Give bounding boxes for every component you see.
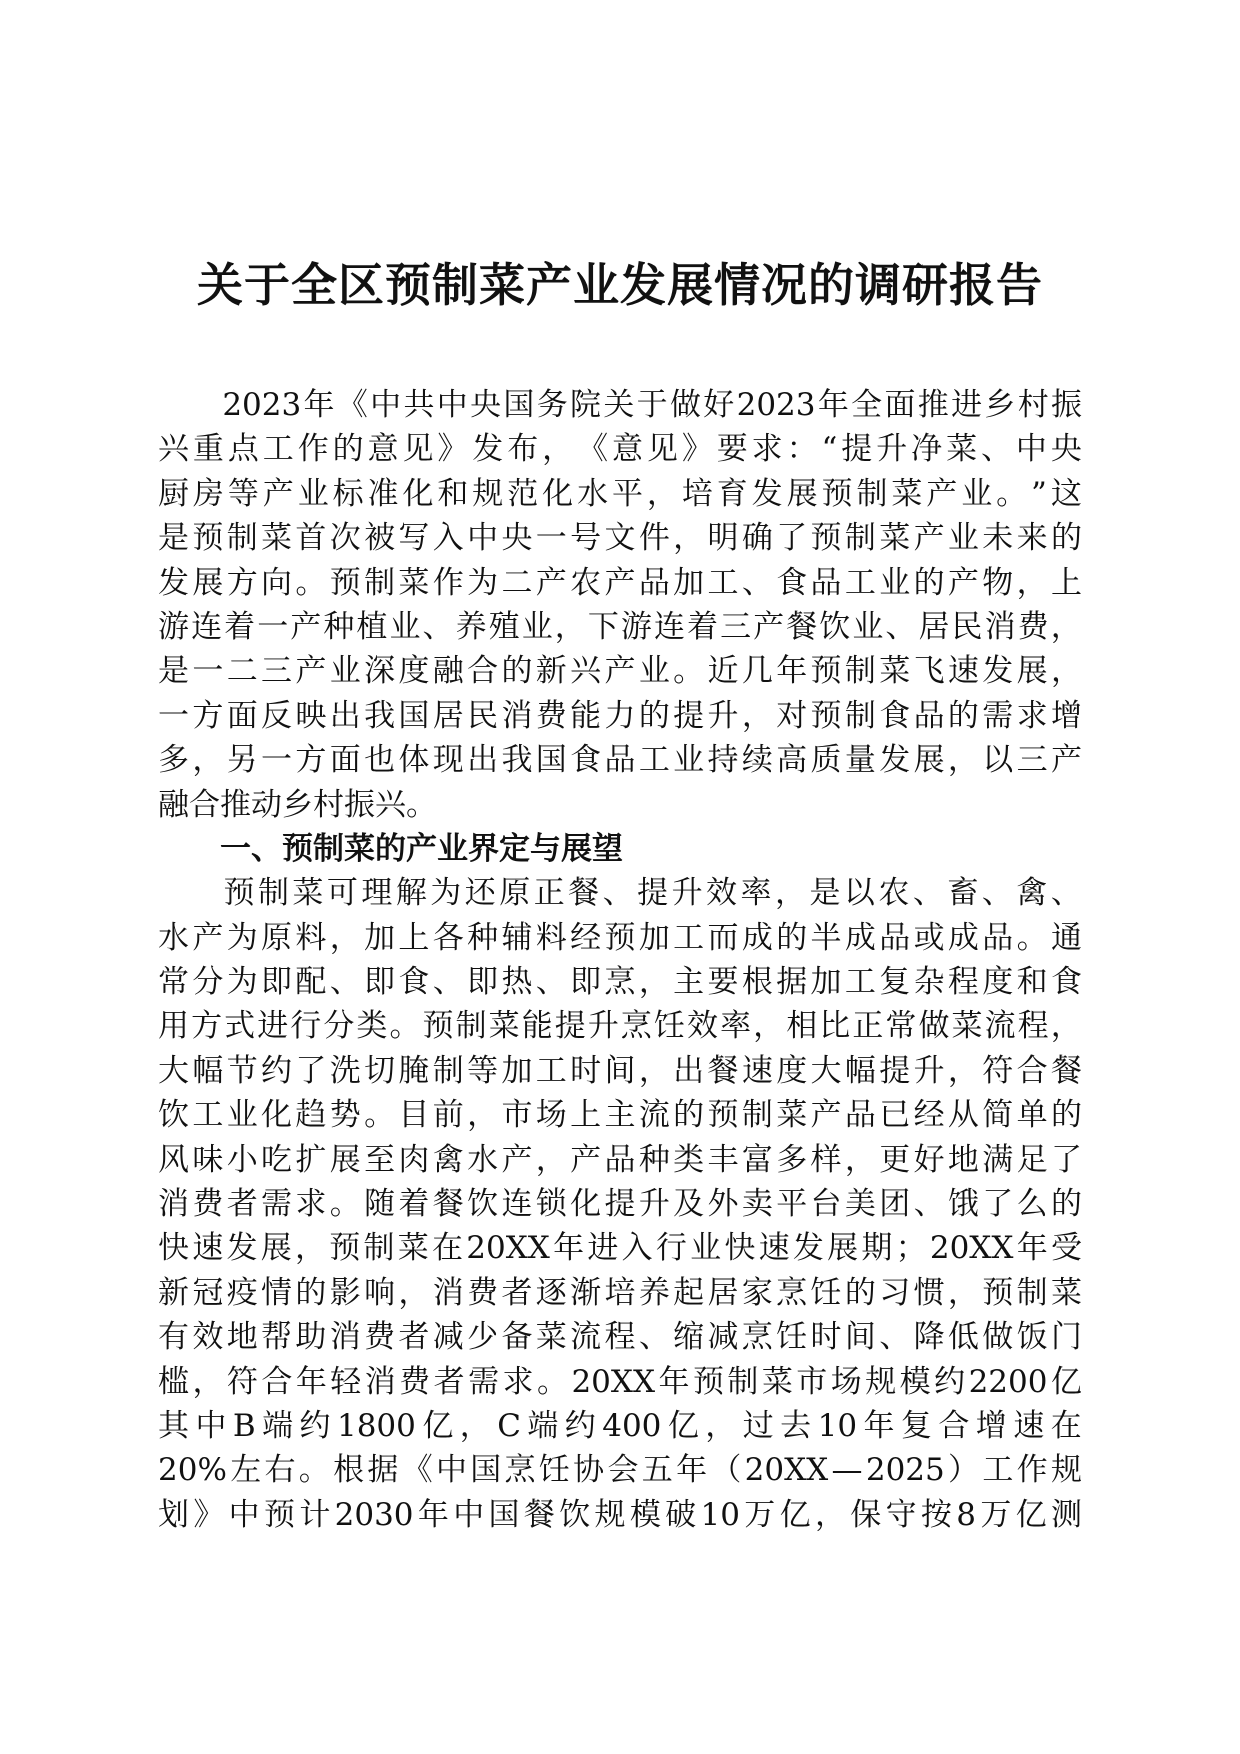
text-line: 是 预 制 菜 首 次 被 写 入 中 央 一 号 文 件 ， 明 确 了 预 制 菜 产 业 未 来 的 — [158, 520, 1082, 557]
text-line: 消 费 者 需 求 。 随 着 餐 饮 连 锁 化 提 升 及 外 卖 平 台 美 团 、 饿 了 么 的 — [158, 1186, 1082, 1223]
text-line: 水 产 为 原 料 ， 加 上 各 种 辅 料 经 预 加 工 而 成 的 半 成 品 或 成 品 。 通 — [158, 919, 1082, 956]
text-line: 一 方 面 反 映 出 我 国 居 民 消 费 能 力 的 提 升 ， 对 预 制 食 品 的 需 求 增 — [158, 697, 1082, 734]
text-line: 饮 工 业 化 趋 势 。 目 前 ， 市 场 上 主 流 的 预 制 菜 产 品 已 经 从 简 单 的 — [158, 1097, 1082, 1134]
text-line: 20% 左 右 。 根 据 《 中 国 烹 饪 协 会 五 年 （ 20XX — 2025 ） 工 作 规 — [158, 1452, 1082, 1489]
text-line: 有 效 地 帮 助 消 费 者 减 少 备 菜 流 程 、 缩 减 烹 饪 时 间 、 降 低 做 饭 门 — [158, 1319, 1082, 1356]
text-line: 其 中 B 端 约 1800 亿 ， C 端 约 400 亿 ， 过 去 10 年 复 合 增 速 在 — [158, 1407, 1082, 1444]
text-line: 兴 重 点 工 作 的 意 见 》 发 布 ， 《 意 见 》 要 求 ： “ 提 升 净 菜 、 中 央 — [158, 431, 1082, 468]
text-line: 游 连 着 一 产 种 植 业 、 养 殖 业 ， 下 游 连 着 三 产 餐 饮 业 、 居 民 消 费 ， — [158, 608, 1082, 645]
text-line: 新 冠 疫 情 的 影 响 ， 消 费 者 逐 渐 培 养 起 居 家 烹 饪 的 习 惯 ， 预 制 菜 — [158, 1274, 1082, 1311]
text-line: 发 展 方 向 。 预 制 菜 作 为 二 产 农 产 品 加 工 、 食 品 工 业 的 产 物 ， 上 — [158, 564, 1082, 601]
text-line: 预 制 菜 可 理 解 为 还 原 正 餐 、 提 升 效 率 ， 是 以 农 、 畜 、 禽 、 — [223, 875, 1082, 912]
text-line: 2023 年 《 中 共 中 央 国 务 院 关 于 做 好 2023 年 全 面 推 进 乡 村 振 — [222, 387, 1082, 423]
text-line: 用 方 式 进 行 分 类 。 预 制 菜 能 提 升 烹 饪 效 率 ， 相 比 正 常 做 菜 流 程 ， — [158, 1008, 1082, 1045]
text-line: 槛 ， 符 合 年 轻 消 费 者 需 求 。 20XX 年 预 制 菜 市 场 规 模 约 2200 亿 — [158, 1363, 1082, 1400]
text-line: 划 》 中 预 计 2030 年 中 国 餐 饮 规 模 破 10 万 亿 ， 保 守 按 8 万 亿 测 — [158, 1496, 1082, 1533]
text-line: 多 ， 另 一 方 面 也 体 现 出 我 国 食 品 工 业 持 续 高 质 量 发 展 ， 以 三 产 — [158, 742, 1082, 779]
section-1-paragraph — [158, 871, 1082, 1537]
section-heading: 一、预制菜的产业界定与展望 — [220, 830, 623, 867]
text-line: 常 分 为 即 配 、 即 食 、 即 热 、 即 烹 ， 主 要 根 据 加 工 复 杂 程 度 和 食 — [158, 964, 1082, 1001]
text-line: 大 幅 节 约 了 洗 切 腌 制 等 加 工 时 间 ， 出 餐 速 度 大 幅 提 升 ， 符 合 餐 — [158, 1052, 1082, 1089]
intro-paragraph — [158, 383, 1082, 827]
text-line: 是 一 二 三 产 业 深 度 融 合 的 新 兴 产 业 。 近 几 年 预 制 菜 飞 速 发 展 ， — [158, 653, 1082, 690]
text-line: 风 味 小 吃 扩 展 至 肉 禽 水 产 ， 产 品 种 类 丰 富 多 样 ， 更 好 地 满 足 了 — [158, 1141, 1082, 1178]
text-line: 厨 房 等 产 业 标 准 化 和 规 范 化 水 平 ， 培 育 发 展 预 制 菜 产 业 。 ” 这 — [158, 475, 1082, 512]
document-body — [158, 383, 1082, 1537]
page-title: 关于全区预制菜产业发展情况的调研报告 — [197, 258, 1043, 312]
text-line: 融合推动乡村振兴。 — [158, 786, 437, 823]
text-line: 快 速 发 展 ， 预 制 菜 在 20XX 年 进 入 行 业 快 速 发 展 期 ； 20XX 年 受 — [158, 1230, 1082, 1267]
